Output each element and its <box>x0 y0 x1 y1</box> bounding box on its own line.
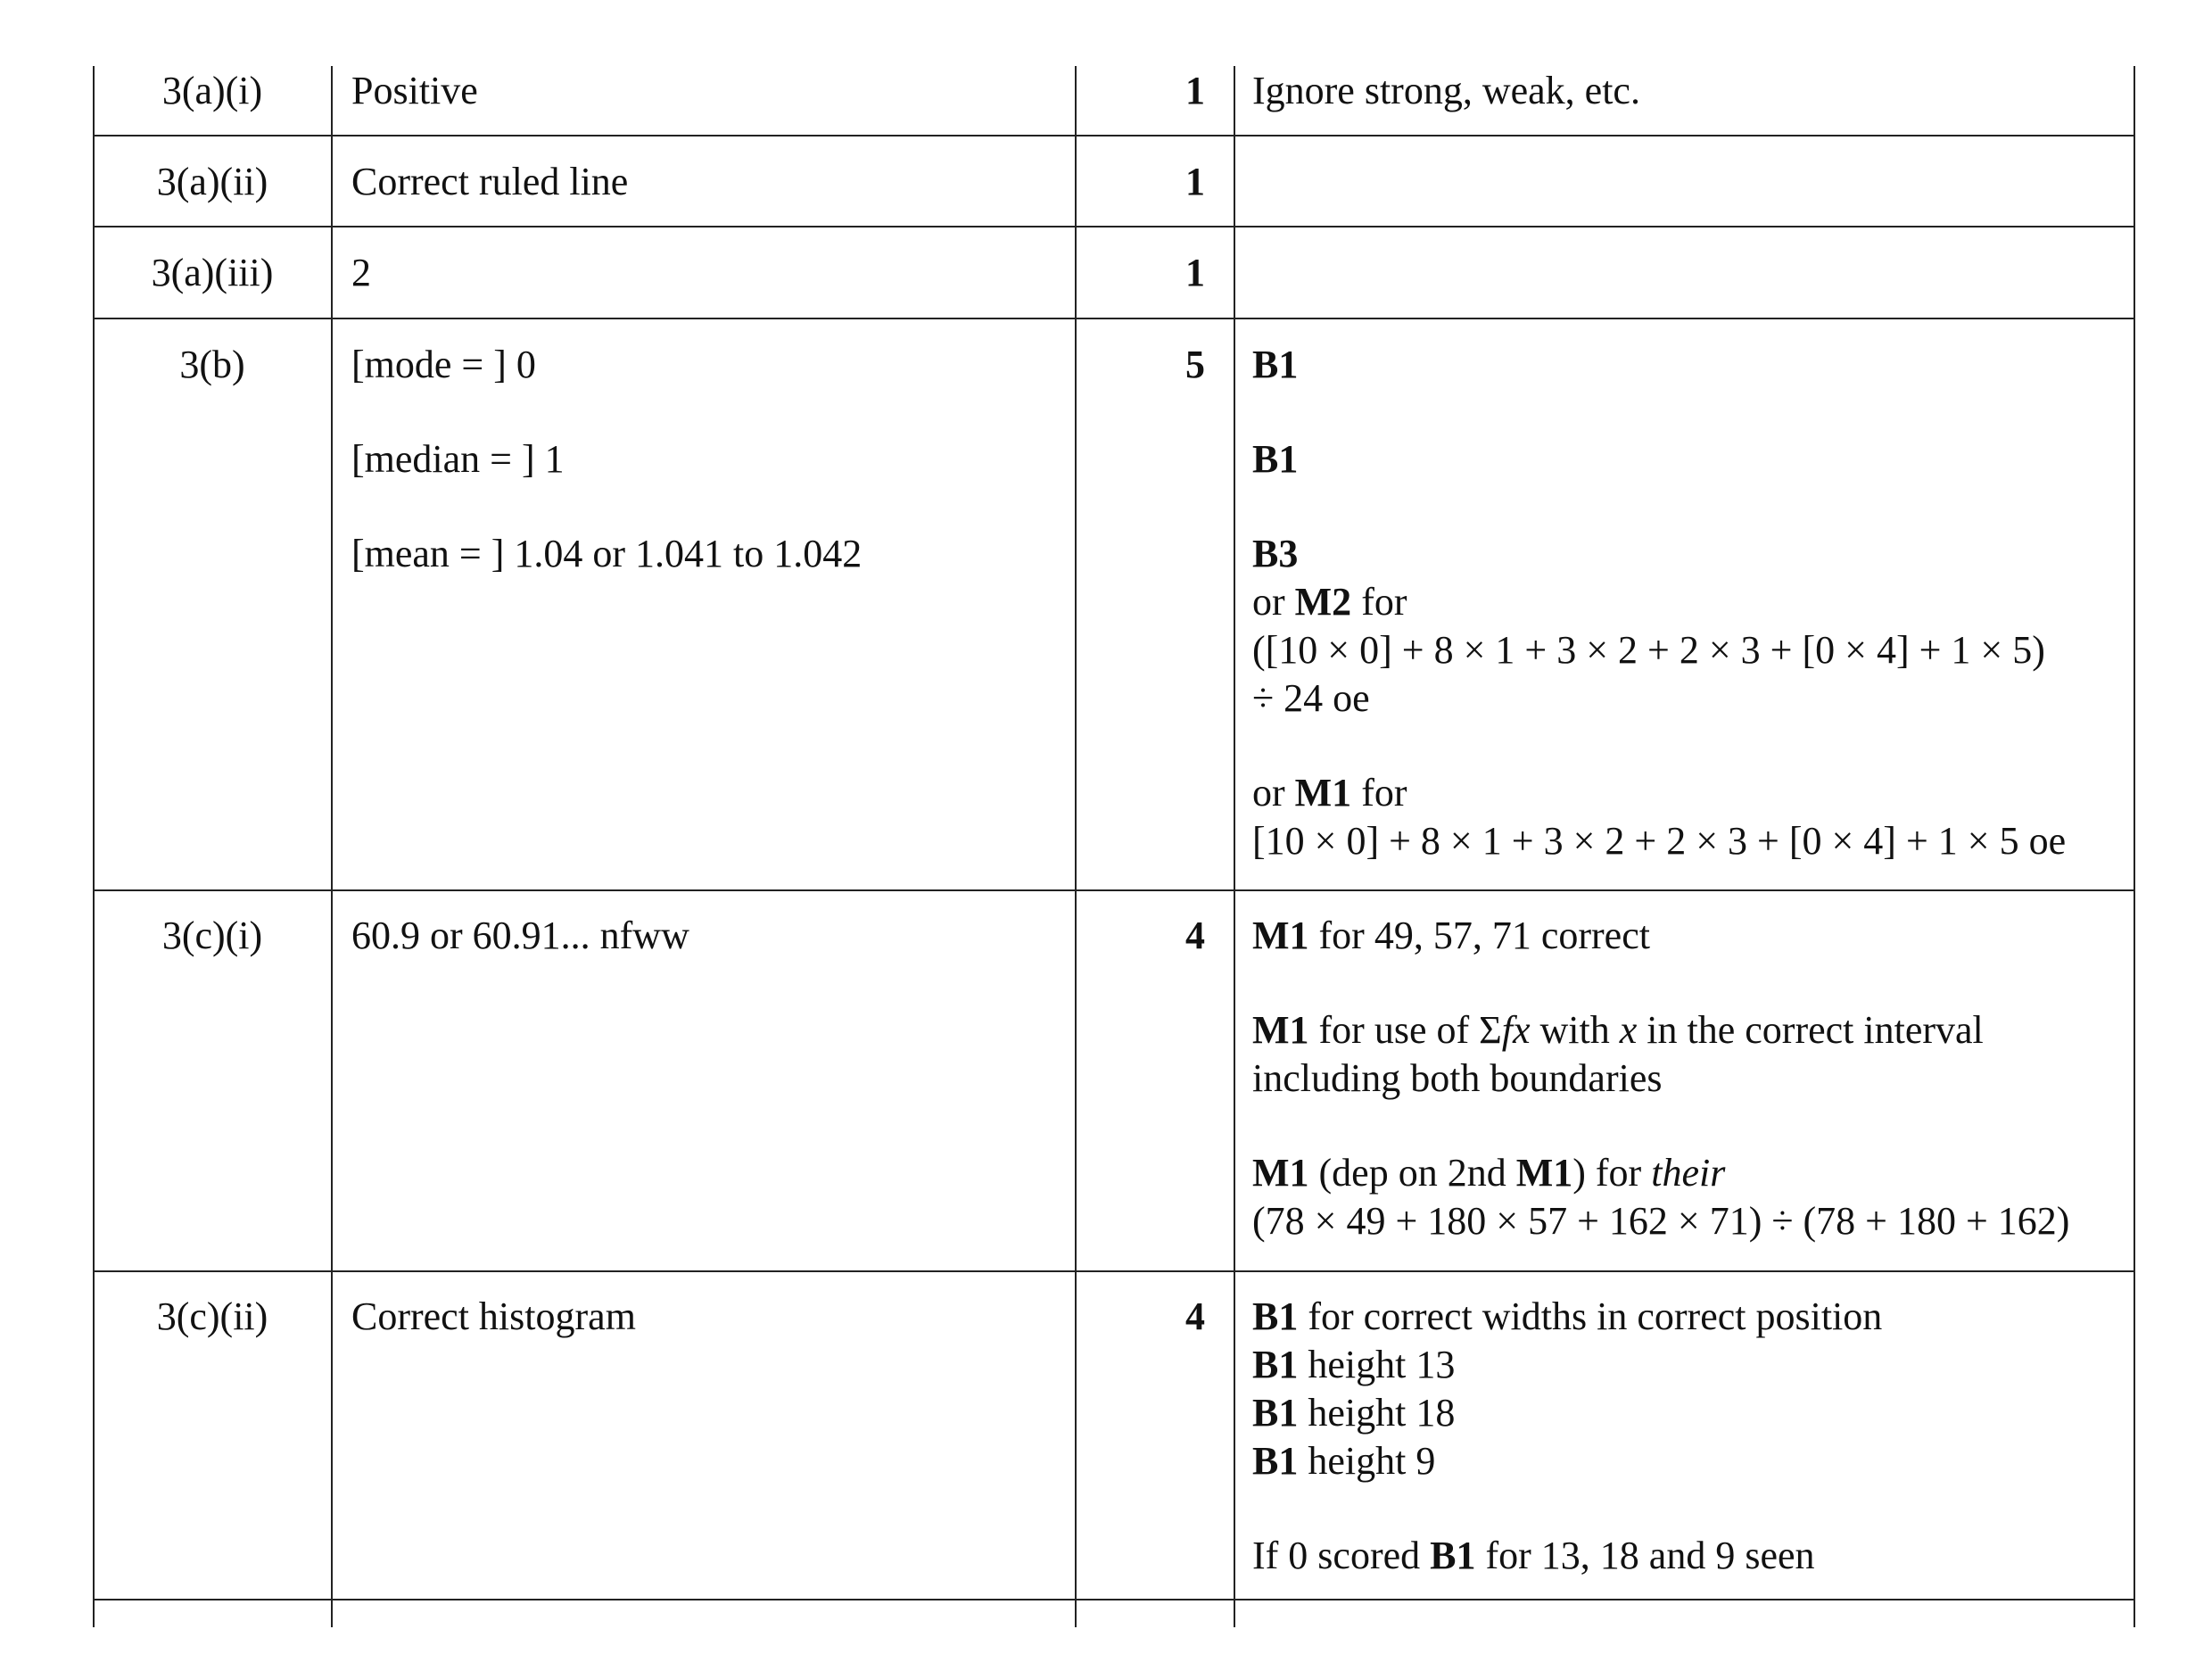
guidance-line <box>1252 435 2122 484</box>
answer-cell <box>351 1293 1065 1341</box>
question-number: 3(b) <box>179 343 245 386</box>
question-number: 3(a)(ii) <box>156 160 268 203</box>
guidance-text: for <box>1351 580 1407 624</box>
row-rule <box>93 226 2135 227</box>
guidance-text: Ignore strong, weak, etc. <box>1252 69 1640 112</box>
guidance-cell <box>1252 1293 2122 1580</box>
guidance-cell <box>1252 67 2122 115</box>
answer-line: [mode = ] 0 <box>351 343 536 386</box>
answer-cell <box>351 67 1065 115</box>
guidance-line <box>1252 1532 2122 1580</box>
guidance-text: B1 <box>1252 1343 1299 1386</box>
question-number: 3(a)(iii) <box>151 251 274 294</box>
guidance-text: height 18 <box>1298 1391 1456 1435</box>
answer-line: [median = ] 1 <box>351 437 565 481</box>
answer-cell <box>351 341 1065 578</box>
marks-cell: 4 <box>1185 914 1205 957</box>
guidance-text: for use of Σ <box>1308 1008 1502 1052</box>
guidance-text: or <box>1252 580 1295 624</box>
answer-line: Positive <box>351 69 478 112</box>
guidance-text: M1 <box>1252 1151 1309 1195</box>
guidance-text: (78 × 49 + 180 × 57 + 162 × 71) ÷ (78 + 180 + 162) <box>1252 1199 2070 1243</box>
guidance-text: (dep on 2nd <box>1308 1151 1516 1195</box>
marks-cell: 4 <box>1185 1294 1205 1338</box>
marks-cell: 1 <box>1185 69 1205 112</box>
answer-line: 60.9 or 60.91... nfww <box>351 914 689 957</box>
guidance-text: x <box>1619 1008 1638 1052</box>
guidance-text: including both boundaries <box>1252 1056 1663 1100</box>
answer-line: [mean = ] 1.04 or 1.041 to 1.042 <box>351 532 863 575</box>
guidance-text: B1 <box>1252 343 1299 386</box>
guidance-text: their <box>1651 1151 1726 1195</box>
guidance-text: ) for <box>1572 1151 1652 1195</box>
guidance-line <box>1252 912 2122 960</box>
guidance-text: ÷ 24 oe <box>1252 676 1370 720</box>
guidance-line <box>1252 67 2122 115</box>
guidance-line <box>1252 1389 2122 1437</box>
guidance-text: M1 <box>1294 771 1352 815</box>
answer-line: Correct histogram <box>351 1294 636 1338</box>
guidance-line <box>1252 674 2122 723</box>
guidance-text: with <box>1530 1008 1620 1052</box>
guidance-text: ([10 × 0] + 8 × 1 + 3 × 2 + 2 × 3 + [0 × 4] + 1 × 5) <box>1252 628 2045 672</box>
guidance-text: B1 <box>1252 437 1299 481</box>
guidance-line <box>1252 626 2122 674</box>
guidance-line <box>1252 817 2122 865</box>
guidance-line <box>1252 1341 2122 1389</box>
column-rule <box>93 66 95 1627</box>
guidance-cell <box>1252 912 2122 1245</box>
guidance-line <box>1252 1293 2122 1341</box>
answer-cell <box>351 912 1065 960</box>
column-rule <box>1234 66 1235 1627</box>
guidance-text: B1 <box>1252 1439 1299 1483</box>
guidance-text: B3 <box>1252 532 1299 575</box>
guidance-text: fx <box>1501 1008 1531 1052</box>
question-number: 3(c)(ii) <box>156 1294 268 1338</box>
marks-cell: 1 <box>1185 160 1205 203</box>
guidance-text: for correct widths in correct position <box>1298 1294 1883 1338</box>
column-rule <box>331 66 333 1627</box>
guidance-text: height 9 <box>1298 1439 1436 1483</box>
answer-cell <box>351 158 1065 206</box>
row-rule <box>93 135 2135 136</box>
marks-cell: 5 <box>1185 343 1205 386</box>
answer-line: 2 <box>351 251 371 294</box>
row-rule <box>93 1270 2135 1272</box>
guidance-text: for 49, 57, 71 correct <box>1308 914 1650 957</box>
guidance-text: height 13 <box>1298 1343 1456 1386</box>
question-number: 3(a)(i) <box>161 69 263 112</box>
guidance-line <box>1252 578 2122 626</box>
guidance-text: B1 <box>1430 1534 1476 1577</box>
guidance-line <box>1252 1149 2122 1197</box>
guidance-text: If 0 scored <box>1252 1534 1431 1577</box>
guidance-line <box>1252 769 2122 817</box>
question-number: 3(c)(i) <box>161 914 263 957</box>
guidance-text: B1 <box>1252 1391 1299 1435</box>
row-rule <box>93 1599 2135 1600</box>
guidance-text: B1 <box>1252 1294 1299 1338</box>
guidance-text: for <box>1351 771 1407 815</box>
guidance-text: in the correct interval <box>1637 1008 1984 1052</box>
guidance-text: for 13, 18 and 9 seen <box>1475 1534 1815 1577</box>
guidance-line <box>1252 530 2122 578</box>
guidance-text: M1 <box>1515 1151 1573 1195</box>
guidance-text: or <box>1252 771 1295 815</box>
row-rule <box>93 318 2135 319</box>
guidance-line <box>1252 1197 2122 1245</box>
guidance-line <box>1252 1006 2122 1055</box>
answer-line: Correct ruled line <box>351 160 629 203</box>
column-rule <box>1075 66 1077 1627</box>
guidance-line <box>1252 341 2122 389</box>
answer-cell <box>351 249 1065 297</box>
marks-cell: 1 <box>1185 251 1205 294</box>
guidance-cell <box>1252 341 2122 865</box>
guidance-line <box>1252 1055 2122 1103</box>
guidance-line <box>1252 1437 2122 1485</box>
column-rule <box>2134 66 2135 1627</box>
guidance-text: M2 <box>1294 580 1352 624</box>
row-rule <box>93 889 2135 891</box>
guidance-text: M1 <box>1252 1008 1309 1052</box>
guidance-text: [10 × 0] + 8 × 1 + 3 × 2 + 2 × 3 + [0 × 4] + 1 × 5 oe <box>1252 819 2067 863</box>
guidance-text: M1 <box>1252 914 1309 957</box>
